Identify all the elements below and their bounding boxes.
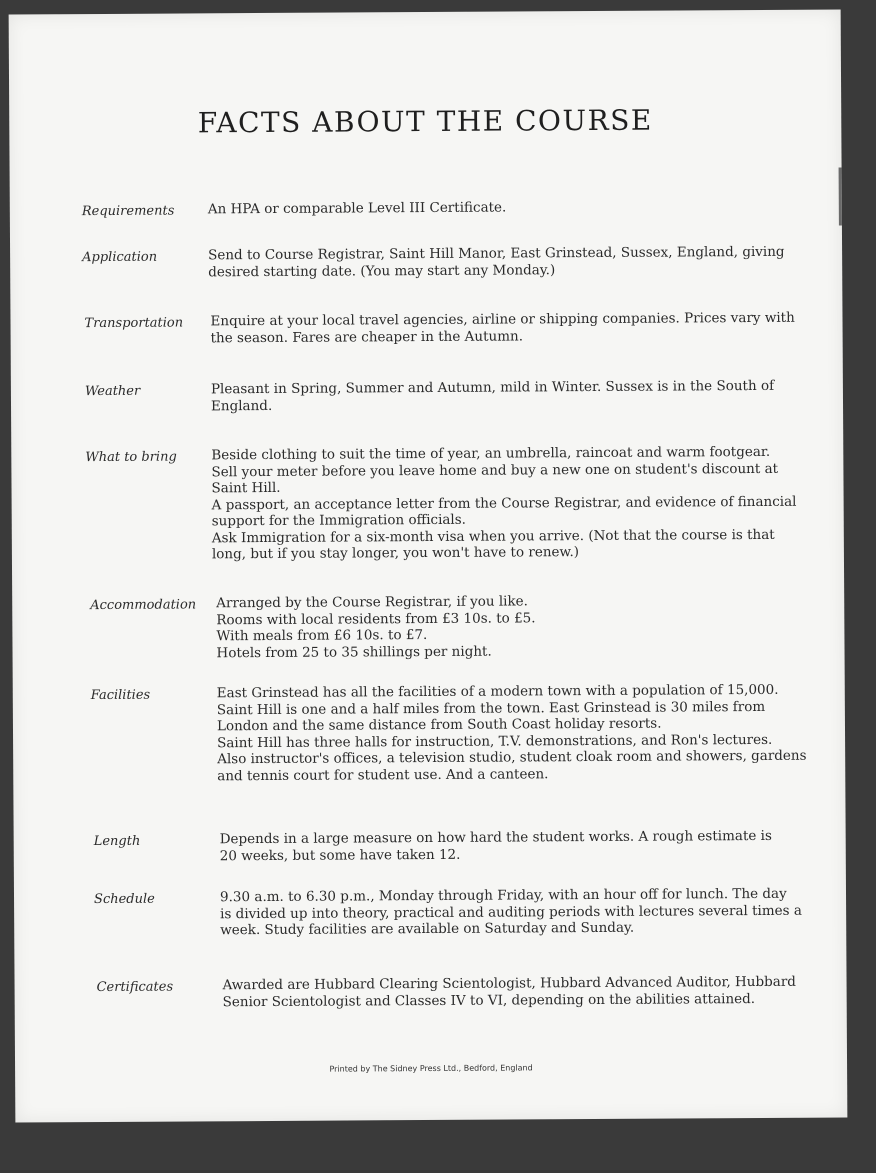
fact-row <box>93 827 814 864</box>
fact-text-line: London and the same distance from South Coast holiday resorts. <box>216 715 662 735</box>
fact-text-line: the season. Fares are cheaper in the Autumn. <box>210 327 524 346</box>
fact-text-line: Enquire at your local travel agencies, airline or shipping companies. Prices vary with <box>210 309 795 330</box>
fact-row <box>90 592 810 661</box>
fact-text-line: week. Study facilities are available on Saturday and Sunday. <box>220 919 635 939</box>
page-title: FACTS ABOUT THE COURSE <box>197 103 653 140</box>
fact-row <box>96 973 817 1010</box>
fact-body <box>208 198 788 218</box>
fact-body <box>220 886 800 939</box>
fact-body <box>220 828 800 865</box>
fact-body <box>216 592 796 662</box>
page-edge-mark <box>839 167 842 225</box>
fact-row <box>84 377 805 414</box>
fact-text-line: Arranged by the Course Registrar, if you like. <box>216 593 528 612</box>
fact-label: Certificates <box>96 979 174 996</box>
fact-label: Application <box>82 249 158 266</box>
fact-label: Weather <box>84 383 141 400</box>
fact-label: Schedule <box>93 891 155 908</box>
fact-label: Length <box>93 833 141 850</box>
fact-body <box>216 681 807 785</box>
fact-label: Requirements <box>81 203 175 220</box>
fact-row <box>81 198 802 220</box>
fact-text-line: Pleasant in Spring, Summer and Autumn, mild in Winter. Sussex is in the South of <box>210 377 775 398</box>
fact-body <box>223 974 803 1011</box>
document-page <box>9 9 848 1122</box>
fact-row <box>90 681 811 784</box>
fact-text-line: Hotels from 25 to 35 shillings per night. <box>216 643 492 661</box>
fact-body <box>211 378 791 415</box>
fact-text-line: and tennis court for student use. And a canteen. <box>217 765 549 784</box>
fact-text-line: Senior Scientologist and Classes IV to VI, depending on the abilities attained. <box>222 990 756 1010</box>
fact-text-line: Saint Hill is one and a half miles from the town. East Grinstead is 30 miles from <box>216 698 766 718</box>
fact-text-line: support for the Immigration officials. <box>211 511 467 530</box>
fact-row <box>85 443 805 563</box>
fact-text-line: Ask Immigration for a six-month visa when you arrive. (Not that the course is that <box>211 526 775 546</box>
fact-row <box>93 885 814 939</box>
fact-text-line: long, but if you stay longer, you won't have to renew.) <box>211 544 580 563</box>
fact-label: Facilities <box>90 687 151 704</box>
fact-text-line: A passport, an acceptance letter from the Course Registrar, and evidence of financial <box>211 493 797 513</box>
fact-text-line: Also instructor's offices, a television studio, student cloak room and showers, gardens <box>217 747 807 768</box>
fact-text-line: Saint Hill has three halls for instruction, T.V. demonstrations, and Ron's lectures. <box>217 731 773 751</box>
fact-text-line: Awarded are Hubbard Clearing Scientologist, Hubbard Advanced Auditor, Hubbard <box>222 973 796 994</box>
fact-label: What to bring <box>85 449 177 466</box>
fact-label: Transportation <box>84 315 184 332</box>
fact-text-line: 9.30 a.m. to 6.30 p.m., Monday through Friday, with an hour off for lunch. The day <box>219 885 787 906</box>
fact-text-line: East Grinstead has all the facilities of a modern town with a population of 15,000. <box>216 681 779 702</box>
fact-text-line: Beside clothing to suit the time of year, an umbrella, raincoat and warm footgear. <box>211 443 771 464</box>
fact-text-line: Sell your meter before you leave home and buy a new one on student's discount at <box>211 460 779 480</box>
fact-text-line: England. <box>210 397 273 414</box>
fact-text-line: desired starting date. (You may start any Monday.) <box>208 261 556 280</box>
fact-body <box>211 443 797 563</box>
fact-text-line: With meals from £6 10s. to £7. <box>216 627 428 645</box>
fact-text-line: Depends in a large measure on how hard the student works. A rough estimate is <box>219 827 772 848</box>
fact-text-line: Send to Course Registrar, Saint Hill Manor, East Grinstead, Sussex, England, giving <box>208 243 785 264</box>
fact-text-line: Rooms with local residents from £3 10s. to £5. <box>216 609 536 628</box>
printer-imprint: Printed by The Sidney Press Ltd., Bedford, England <box>329 1063 533 1074</box>
fact-text-line: 20 weeks, but some have taken 12. <box>219 846 461 864</box>
fact-text-line: is divided up into theory, practical and auditing periods with lectures several times a <box>220 902 802 922</box>
fact-label: Accommodation <box>90 597 197 614</box>
facts-list <box>81 188 807 1010</box>
fact-text-line: An HPA or comparable Level III Certificate. <box>207 199 507 218</box>
fact-body <box>208 244 788 281</box>
fact-body <box>210 309 795 347</box>
fact-row <box>84 309 804 346</box>
fact-text-line: Saint Hill. <box>211 479 281 497</box>
fact-row <box>82 243 802 280</box>
